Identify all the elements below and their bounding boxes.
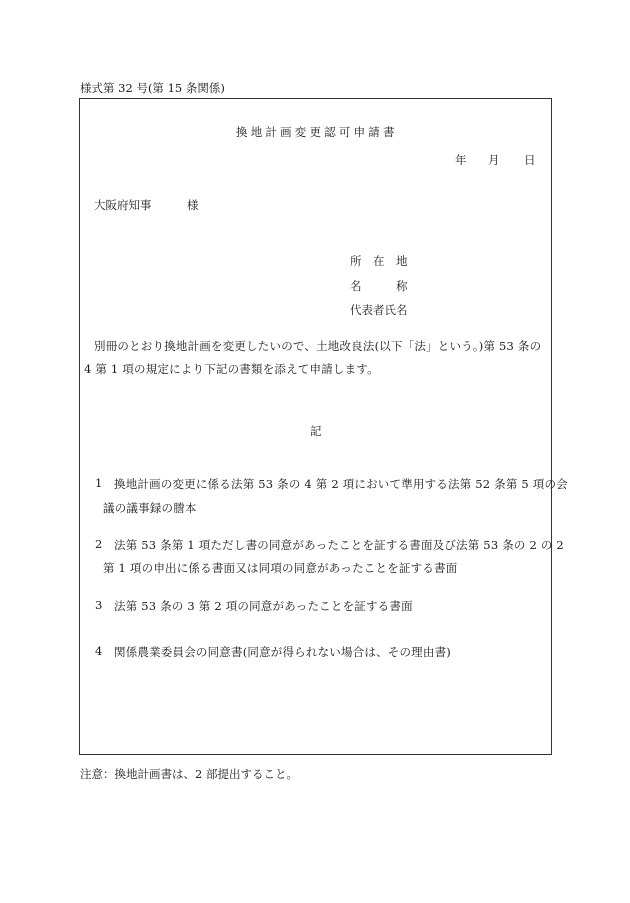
item-3-number: 3 — [95, 598, 103, 612]
addressee-honorific: 様 — [187, 198, 199, 212]
item-4-number: 4 — [95, 644, 103, 658]
item-1-line-2: 議の議事録の謄本 — [103, 501, 197, 515]
date-month-label: 月 — [488, 153, 500, 167]
applicant-name-label: 名 称 — [350, 279, 408, 293]
item-2-number: 2 — [95, 537, 103, 551]
date-day-label: 日 — [524, 153, 536, 167]
form-title: 換地計画変更認可申請書 — [236, 125, 398, 139]
ki-heading: 記 — [310, 424, 322, 438]
footer-note: 注意：換地計画書は、2 部提出すること。 — [80, 767, 298, 781]
body-text-line-1: 別冊のとおり換地計画を変更したいので、土地改良法(以下「法」という。)第 53 条の — [94, 339, 542, 353]
item-2-line-1: 法第 53 条第 1 項ただし書の同意があったことを証する書面及び法第 53 条の 2 の 2 — [114, 538, 564, 552]
applicant-representative-label: 代表者氏名 — [350, 303, 408, 317]
item-2-line-2: 第 1 項の申出に係る書面又は同項の同意があったことを証する書面 — [103, 561, 458, 575]
item-3-line-1: 法第 53 条の 3 第 2 項の同意があったことを証する書面 — [114, 599, 413, 613]
date-year-label: 年 — [455, 153, 467, 167]
applicant-location-label: 所 在 地 — [350, 254, 408, 268]
item-1-line-1: 換地計画の変更に係る法第 53 条の 4 第 2 項において準用する法第 52 条第 5 項の会 — [114, 477, 568, 491]
body-text-line-2: 4 第 1 項の規定により下記の書類を添えて申請します。 — [84, 362, 379, 376]
item-1-number: 1 — [95, 476, 103, 490]
form-number-label: 様式第 32 号(第 15 条関係) — [80, 81, 225, 95]
addressee-name: 大阪府知事 — [94, 198, 152, 212]
item-4-line-1: 関係農業委員会の同意書(同意が得られない場合は、その理由書) — [114, 645, 451, 659]
